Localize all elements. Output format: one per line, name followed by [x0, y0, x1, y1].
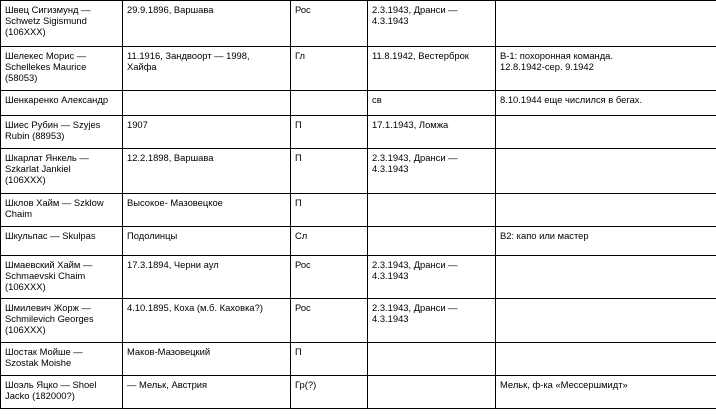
transport-line: 2.3.1943, Дранси —	[372, 302, 458, 313]
transport-line: 17.1.1943, Ломжа	[372, 119, 449, 130]
name-line: Шмилевич Жорж —	[5, 302, 91, 313]
category-cell	[291, 149, 368, 194]
name-line: Шмаевский Хайм —	[5, 259, 93, 270]
note-cell	[496, 256, 716, 299]
name-line: Шиес Рубин — Szyjes	[5, 119, 101, 130]
name-cell	[1, 376, 123, 409]
birth-line: Подолинцы	[127, 230, 178, 241]
transport-cell	[368, 91, 496, 116]
birth-line: Хайфа	[127, 61, 157, 72]
birth-line: 17.3.1894, Черни аул	[127, 259, 219, 270]
name-cell	[1, 194, 123, 227]
birth-cell	[123, 194, 291, 227]
note-line: Мельк, ф-ка «Мессершмидт»	[500, 379, 628, 390]
name-line: Schellekes Maurice	[5, 61, 87, 72]
name-line: Schmilevich Georges	[5, 313, 94, 324]
name-line: Chaim	[5, 208, 33, 219]
category-cell	[291, 256, 368, 299]
transport-cell	[368, 1, 496, 47]
name-line: Швец Сигизмунд —	[5, 4, 91, 15]
note-cell	[496, 1, 716, 47]
name-cell	[1, 343, 123, 376]
note-cell	[496, 47, 716, 91]
transport-line: 2.3.1943, Дранси —	[372, 152, 458, 163]
table-row	[1, 47, 716, 91]
category-cell	[291, 91, 368, 116]
category-line: П	[295, 119, 302, 130]
transport-cell	[368, 149, 496, 194]
transport-line: 4.3.1943	[372, 163, 409, 174]
table-row	[1, 256, 716, 299]
transport-line: св	[372, 94, 382, 105]
category-line: П	[295, 197, 302, 208]
transport-line: 4.3.1943	[372, 15, 409, 26]
birth-line: 1907	[127, 119, 148, 130]
transport-line: 4.3.1943	[372, 313, 409, 324]
name-cell	[1, 1, 123, 47]
category-line: П	[295, 152, 302, 163]
table-row	[1, 343, 716, 376]
note-line: В-1: похоронная команда.	[500, 50, 614, 61]
transport-line: 2.3.1943, Дранси —	[372, 259, 458, 270]
name-line: Шоэль Яцко — Shoel	[5, 379, 97, 390]
name-line: Шенкаренко Александр	[5, 94, 109, 105]
name-line: (106XXX)	[5, 174, 46, 185]
birth-cell	[123, 256, 291, 299]
table-row	[1, 149, 716, 194]
name-line: Rubin (88953)	[5, 130, 65, 141]
category-cell	[291, 299, 368, 343]
table-row	[1, 299, 716, 343]
birth-cell	[123, 376, 291, 409]
note-cell	[496, 149, 716, 194]
note-cell	[496, 116, 716, 149]
birth-cell	[123, 149, 291, 194]
category-line: Рос	[295, 4, 311, 15]
birth-cell	[123, 343, 291, 376]
birth-cell	[123, 1, 291, 47]
transport-cell	[368, 376, 496, 409]
category-line: Гр(?)	[295, 379, 317, 390]
birth-cell	[123, 227, 291, 256]
name-cell	[1, 256, 123, 299]
birth-line: — Мельк, Австрия	[127, 379, 208, 390]
category-cell	[291, 116, 368, 149]
birth-line: 12.2.1898, Варшава	[127, 152, 214, 163]
name-line: Шкарлат Янкель —	[5, 152, 89, 163]
table-row	[1, 91, 716, 116]
category-cell	[291, 194, 368, 227]
category-line: Рос	[295, 302, 311, 313]
table-row	[1, 116, 716, 149]
name-line: Шкульпас — Skulpas	[5, 230, 96, 241]
transport-cell	[368, 343, 496, 376]
transport-cell	[368, 194, 496, 227]
note-line: 8.10.1944 еще числился в бегах.	[500, 94, 643, 105]
table-row	[1, 376, 716, 409]
category-cell	[291, 1, 368, 47]
transport-cell	[368, 116, 496, 149]
category-line: Сл	[295, 230, 308, 241]
name-cell	[1, 47, 123, 91]
name-line: Schwetz Sigismund	[5, 15, 87, 26]
category-line: Рос	[295, 259, 311, 270]
name-line: Jacko (182000?)	[5, 390, 75, 401]
transport-cell	[368, 47, 496, 91]
name-cell	[1, 116, 123, 149]
name-line: Szostak Moishe	[5, 357, 72, 368]
note-cell	[496, 376, 716, 409]
birth-line: Высокое- Мазовецкое	[127, 197, 223, 208]
name-cell	[1, 299, 123, 343]
transport-cell	[368, 227, 496, 256]
category-cell	[291, 47, 368, 91]
table-row	[1, 1, 716, 47]
birth-cell	[123, 91, 291, 116]
category-cell	[291, 343, 368, 376]
name-line: Schmaevski Chaim	[5, 270, 86, 281]
name-line: Шклов Хайм — Szklow	[5, 197, 104, 208]
birth-line: 29.9.1896, Варшава	[127, 4, 214, 15]
note-line: 12.8.1942-сер. 9.1942	[500, 61, 594, 72]
category-line: П	[295, 346, 302, 357]
note-cell	[496, 299, 716, 343]
name-line: (106XXX)	[5, 324, 46, 335]
table-body	[1, 1, 716, 409]
birth-line: 4.10.1895, Коха (м.б. Каховка?)	[127, 302, 263, 313]
birth-line: 11.1916, Зандвоорт — 1998,	[127, 50, 250, 61]
note-cell	[496, 194, 716, 227]
name-cell	[1, 149, 123, 194]
transport-line: 4.3.1943	[372, 270, 409, 281]
transport-line: 2.3.1943, Дранси —	[372, 4, 458, 15]
name-cell	[1, 91, 123, 116]
transport-cell	[368, 256, 496, 299]
name-cell	[1, 227, 123, 256]
note-cell	[496, 227, 716, 256]
name-line: (106XXX)	[5, 26, 46, 37]
name-line: (58053)	[5, 72, 38, 83]
table-row	[1, 194, 716, 227]
birth-cell	[123, 47, 291, 91]
birth-cell	[123, 116, 291, 149]
note-line: В2: капо или мастер	[500, 230, 589, 241]
birth-line: Маков-Мазовецкий	[127, 346, 211, 357]
transport-cell	[368, 299, 496, 343]
category-line: Гл	[295, 50, 306, 61]
note-cell	[496, 91, 716, 116]
birth-cell	[123, 299, 291, 343]
transport-line: 11.8.1942, Вестерброк	[372, 50, 469, 61]
note-cell	[496, 343, 716, 376]
name-line: Шелекес Морис —	[5, 50, 87, 61]
table-row	[1, 227, 716, 256]
name-line: (106XXX)	[5, 281, 46, 292]
category-cell	[291, 227, 368, 256]
category-cell	[291, 376, 368, 409]
name-line: Шостак Мойше —	[5, 346, 83, 357]
name-line: Szkarlat Jankiel	[5, 163, 71, 174]
